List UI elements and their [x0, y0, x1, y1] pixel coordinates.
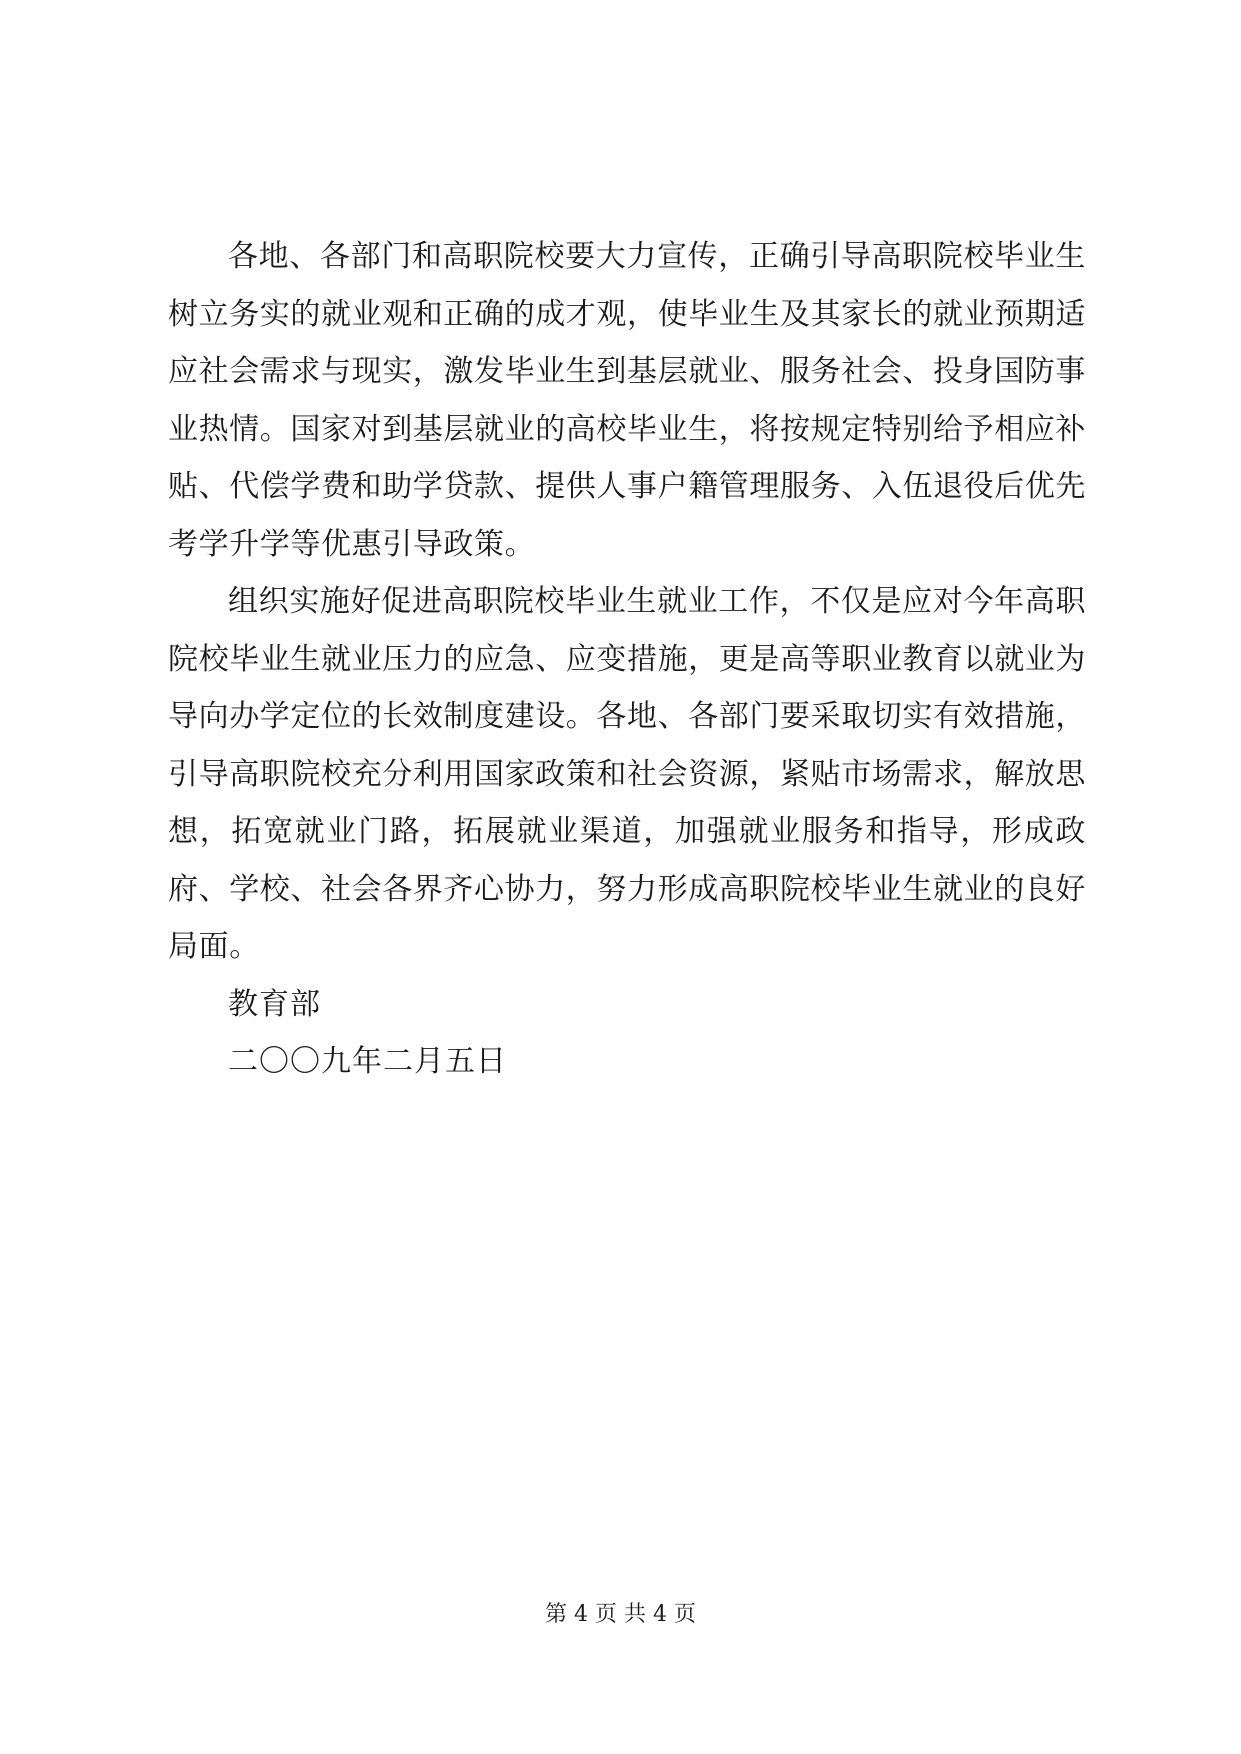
paragraph-implementation: 组织实施好促进高职院校毕业生就业工作，不仅是应对今年高职院校毕业生就业压力的应急、应变措施，更是高等职业教育以就业为导向办学定位的长效制度建设。各地、各部门要采取切实有效措施，引导高职院校充分利用国家政策和社会资源，紧贴市场需求，解放思想，拓宽就业门路，拓展就业渠道，加强就业服务和指导，形成政府、学校、社会各界齐心协力，努力形成高职院校毕业生就业的良好局面。 — [168, 584, 1086, 964]
page-number-label: 第 4 页 共 4 页 — [545, 1602, 696, 1627]
paragraph-policy-guidance: 各地、各部门和高职院校要大力宣传，正确引导高职院校毕业生树立务实的就业观和正确的成才观，使毕业生及其家长的就业预期适应社会需求与现实，激发毕业生到基层就业、服务社会、投身国防事业热情。国家对到基层就业的高校毕业生，将按规定特别给予相应补贴、代偿学费和助学贷款、提供人事户籍管理服务、入伍退役后优先考学升学等优惠引导政策。 — [168, 239, 1086, 562]
page-footer — [0, 1600, 1241, 1630]
signature-date: 二〇〇九年二月五日 — [228, 1044, 507, 1079]
document-body — [168, 228, 1086, 1091]
signature-issuer: 教育部 — [228, 986, 321, 1022]
